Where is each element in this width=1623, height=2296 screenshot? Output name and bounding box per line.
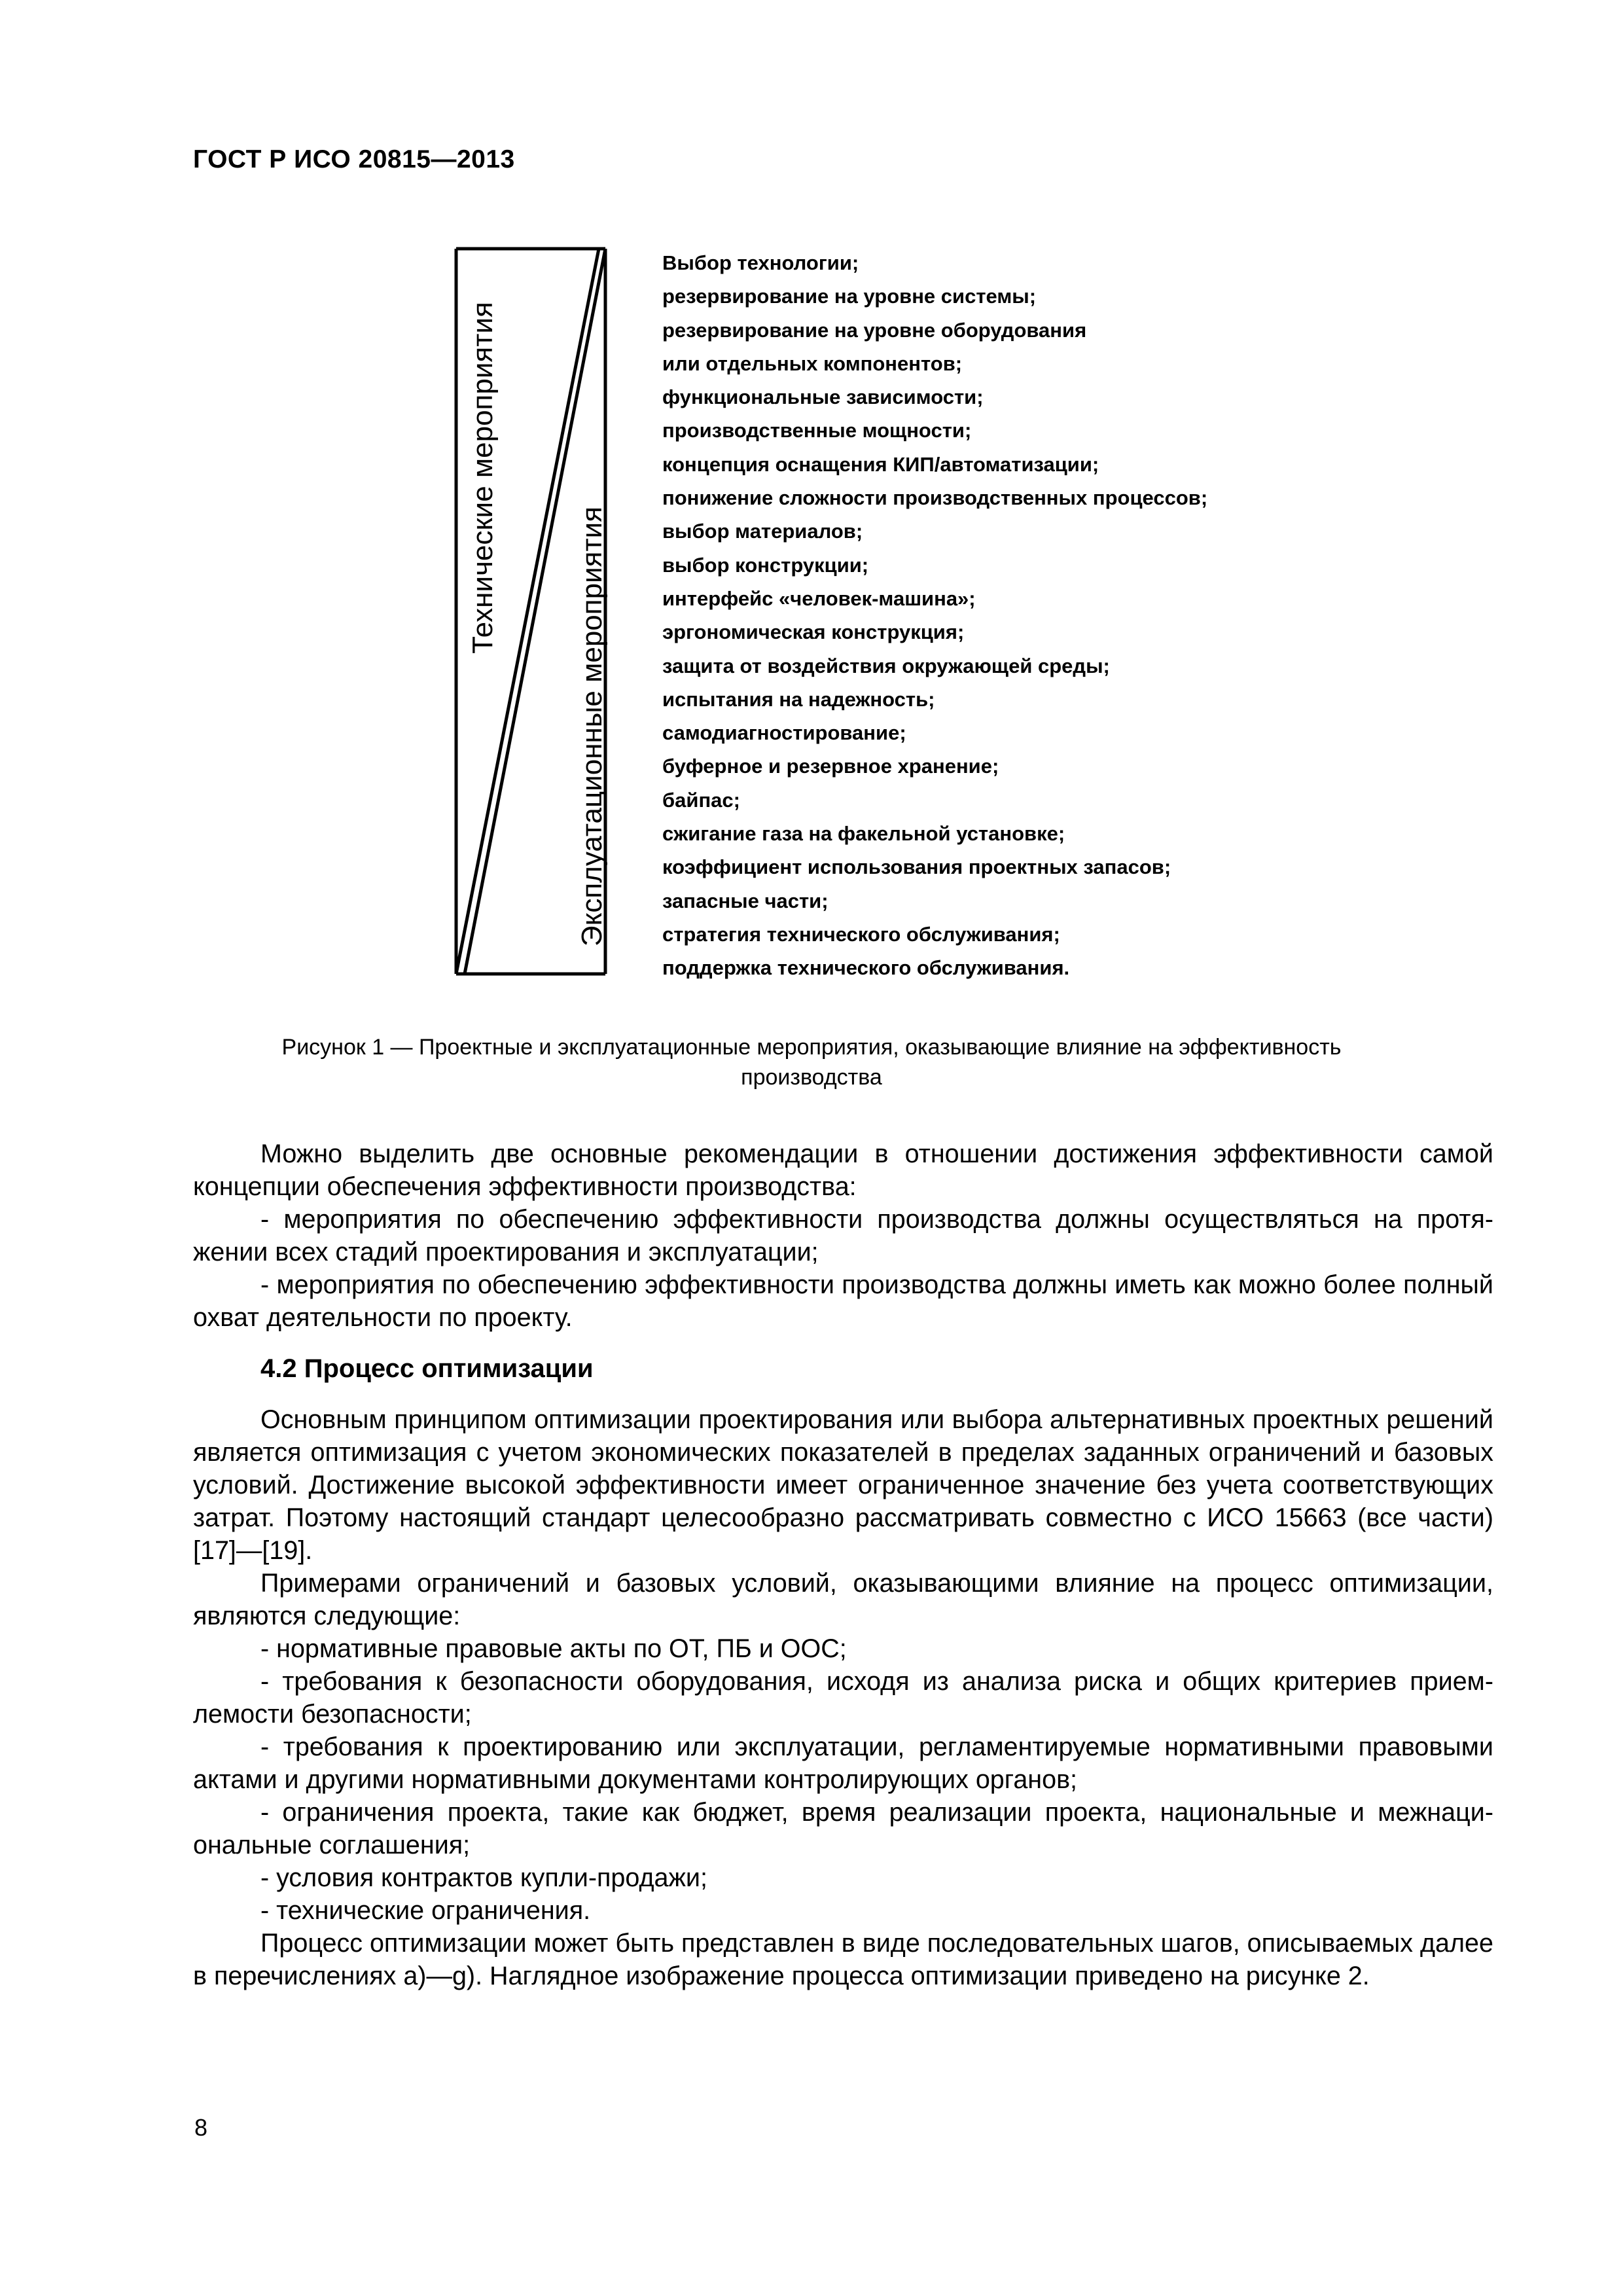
list-item: - нормативные правовые акты по ОТ, ПБ и ООС; [260,1634,847,1663]
paragraph: Примерами ограничений и базовых условий, оказывающими влияние на процесс оптимизации, являются следующие: [193,1569,1493,1630]
list-item: функциональные зависимости; [662,386,984,409]
list-item: или отдельных компонентов; [662,351,963,375]
list-item: поддержка технического обслуживания. [662,956,1070,980]
list-item: - требования к проектированию или эксплуатации, регламентируемые нормативными правовыми актами и другими нормативными документами контролирующих органов; [193,1732,1493,1794]
list-item: - ограничения проекта, такие как бюджет, время реализации проекта, национальные и межнациональные соглашения; [193,1798,1493,1859]
list-item: буферное и резервное хранение; [662,755,999,778]
paragraph: Процесс оптимизации может быть представлен в виде последовательных шагов, описываемых далее в перечислениях а)—g). Наглядное изображение процесса оптимизации приведено на рисунке 2. [193,1929,1493,1990]
list-item: байпас; [662,788,740,812]
list-item: концепция оснащения КИП/автоматизации; [662,452,1099,476]
list-item: - условия контрактов купли-продажи; [260,1863,707,1892]
list-item: защита от воздействия окружающей среды; [662,654,1110,677]
spacer [193,1385,1493,1403]
measures-list [662,246,1207,985]
list-item: испытания на надежность; [662,687,935,711]
list-item: самодиагностирование; [662,721,906,745]
list-item: стратегия технического обслуживания; [662,922,1060,946]
list-item: сжигание газа на факельной установке; [662,822,1065,846]
list-item: выбор материалов; [662,520,863,543]
list-item: выбор конструкции; [662,553,869,577]
label-technical-measures: Технические мероприятия [467,302,499,654]
list-item: понижение сложности производственных процессов; [662,486,1208,510]
section-heading: 4.2 Процесс оптимизации [260,1354,594,1383]
list-item: эргономическая конструкция; [662,620,965,644]
label-operational-measures: Эксплуатационные мероприятия [576,506,608,947]
list-item: резервирование на уровне оборудования [662,318,1087,342]
list-item: - мероприятия по обеспечению эффективности производства должны иметь как можно более полный охват деятельности по проекту. [193,1270,1493,1332]
list-item: интерфейс «человек-машина»; [662,586,976,610]
list-item: Выбор технологии; [662,251,859,274]
document-header: ГОСТ Р ИСО 20815—2013 [193,145,515,173]
list-item: запасные части; [662,889,829,912]
caption-line: Рисунок 1 — Проектные и эксплуатационные мероприятия, оказывающие влияние на эффективность [281,1035,1342,1060]
list-item: производственные мощности; [662,419,972,442]
list-item: резервирование на уровне системы; [662,285,1037,308]
figure-diagram [452,242,668,982]
list-item: - технические ограничения. [260,1896,591,1925]
spacer [193,1334,1493,1352]
list-item: - мероприятия по обеспечению эффективности производства должны осуществляться на протяжении всех стадий проектирования и эксплуатации; [193,1205,1493,1266]
paragraph: Можно выделить две основные рекомендации в отношении достижения эффективности самой концепции обеспечения эффективности производства: [193,1139,1493,1201]
paragraph: Основным принципом оптимизации проектирования или выбора альтернативных проектных решений является оптимизация с учетом экономических показателей в пределах заданных ограничений и базовых условий. Достижение высокой эффективности имеет ограниченное значение без учета соответствующих затрат. Поэтому настоящий стандарт целесообразно рассматривать совместно с ИСО 15663 (все части) [17]—[19]. [193,1405,1493,1565]
list-item: - требования к безопасности оборудования, исходя из анализа риска и общих критериев приемлемости безопасности; [193,1667,1493,1729]
caption-line: производства [741,1065,882,1090]
list-item: коэффициент использования проектных запасов; [662,855,1171,879]
figure-caption [196,1032,1427,1092]
page-number: 8 [194,2114,208,2141]
body-text [193,1138,1493,1992]
